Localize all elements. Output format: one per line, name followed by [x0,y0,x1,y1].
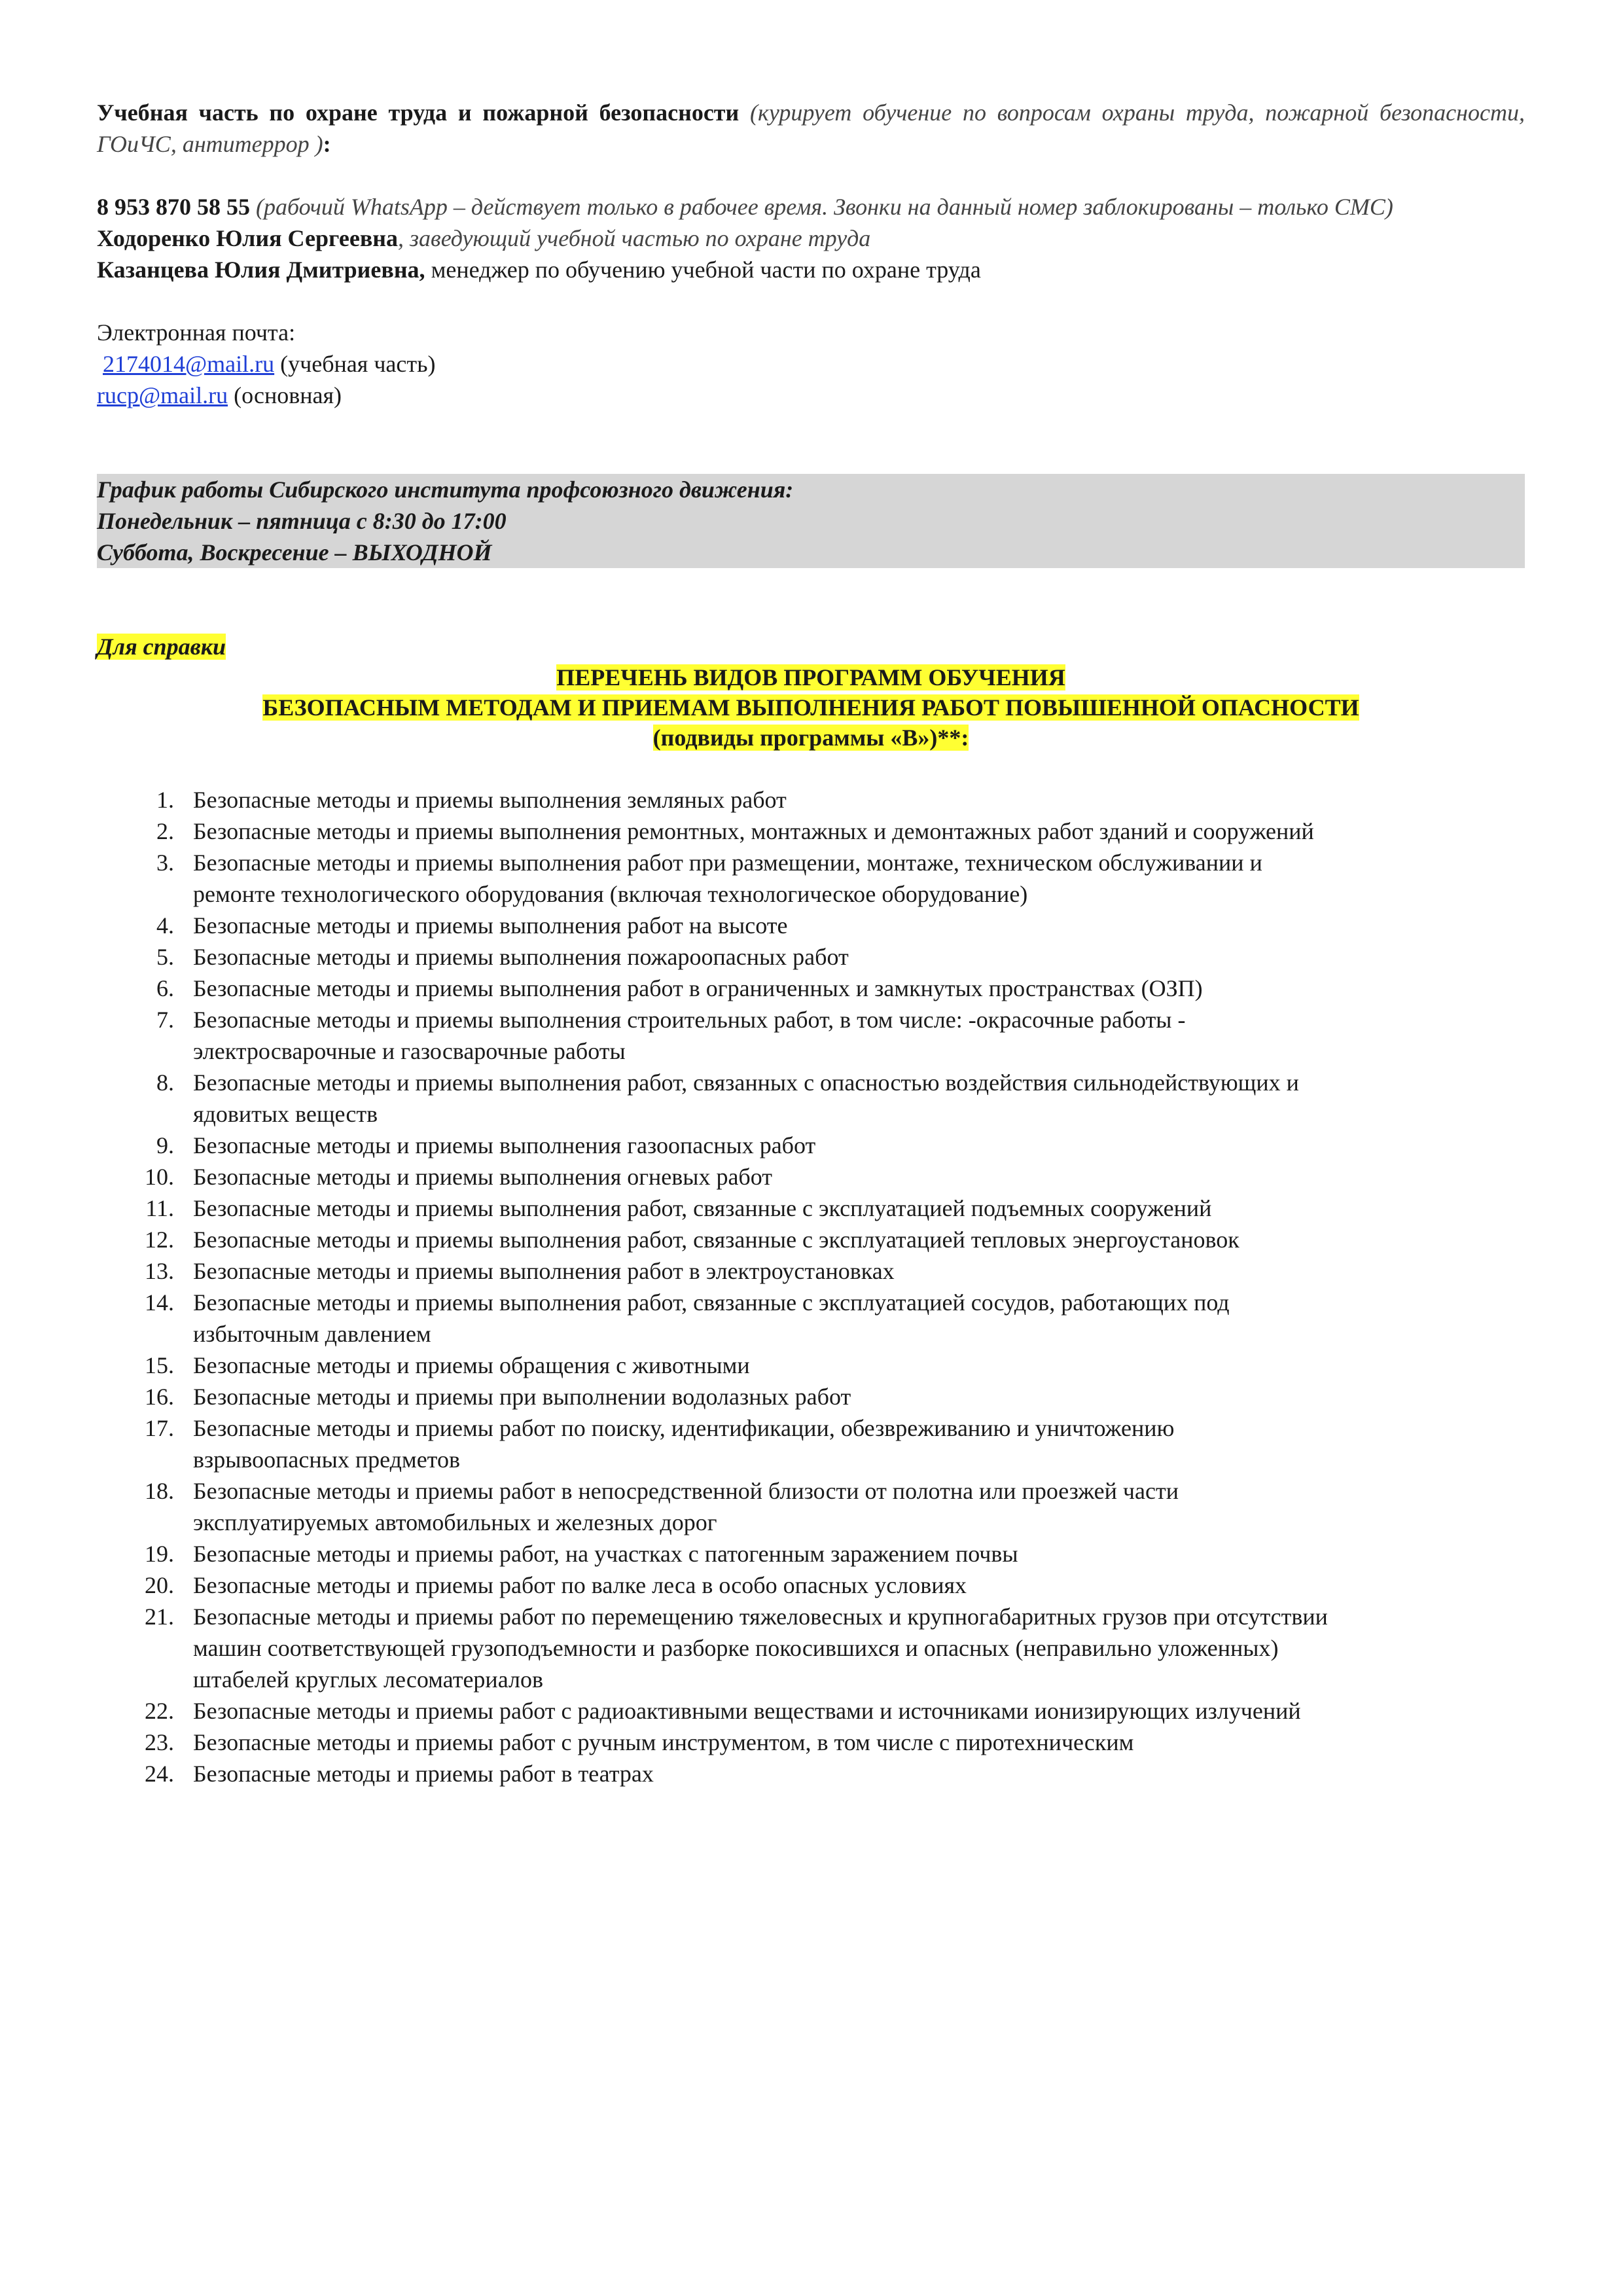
program-number: 13. [145,1258,174,1284]
program-number: 4. [156,912,174,939]
program-text-line: Безопасные методы и приемы выполнения ремонтных, монтажных и демонтажных работ зданий и сооружений [193,818,1314,844]
program-item [97,1350,1525,1381]
program-text-line: Безопасные методы и приемы выполнения строительных работ, в том числе: -окрасочные работы - [193,1007,1186,1033]
program-number: 11. [145,1195,174,1221]
program-item [97,1004,1525,1067]
work-schedule-box [97,474,1525,568]
document-page [97,97,1525,1789]
program-number: 15. [145,1352,174,1378]
program-number: 9. [156,1132,174,1158]
program-text-line: Безопасные методы и приемы работ по валке леса в особо опасных условиях [193,1572,967,1598]
program-text-line: Безопасные методы и приемы выполнения работ при размещении, монтаже, техническом обслуживании и [193,850,1262,876]
program-text-line: Безопасные методы и приемы работ в театрах [193,1761,654,1787]
email-note: (учебная часть) [274,351,436,377]
training-unit-note: (курирует обучение по вопросам охраны труда, пожарной безопасности, ГОиЧС, антитеррор ) [97,99,1525,157]
program-text-line: эксплуатируемых автомобильных и железных дорог [193,1509,717,1535]
program-number: 18. [145,1478,174,1504]
program-text-line: электросварочные и газосварочные работы [193,1038,626,1064]
program-item [97,847,1525,910]
program-item [97,1570,1525,1601]
training-unit-header [97,97,1525,160]
program-text-line: Безопасные методы и приемы выполнения земляных работ [193,787,787,813]
program-text-line: Безопасные методы и приемы работ, на участках с патогенным заражением почвы [193,1541,1018,1567]
phone-note: (рабочий WhatsApp – действует только в рабочее время. Звонки на данный номер заблокированы – только СМС) [256,194,1393,220]
email-note: (основная) [228,382,342,408]
program-text-line: штабелей круглых лесоматериалов [193,1666,543,1693]
program-text-line: Безопасные методы и приемы работ по перемещению тяжеловесных и крупногабаритных грузов при отсутствии [193,1604,1328,1630]
program-item [97,910,1525,941]
contact-name: Казанцева Юлия Дмитриевна, [97,257,425,283]
program-number: 5. [156,944,174,970]
schedule-weekend: Суббота, Воскресение – ВЫХОДНОЙ [97,539,492,565]
program-text-line: Безопасные методы и приемы выполнения работ, связанные с эксплуатацией тепловых энергоустановок [193,1227,1240,1253]
program-text-line: Безопасные методы и приемы выполнения газоопасных работ [193,1132,816,1158]
program-item [97,941,1525,973]
program-text-line: избыточным давлением [193,1321,431,1347]
program-text-line: Безопасные методы и приемы выполнения огневых работ [193,1164,773,1190]
program-text-line: взрывоопасных предметов [193,1446,460,1473]
program-item [97,1255,1525,1287]
program-item [97,1130,1525,1161]
reference-label: Для справки [97,634,226,660]
program-text-line: ядовитых веществ [193,1101,378,1127]
program-item [97,1727,1525,1758]
program-item [97,1193,1525,1224]
programs-title-line3: (подвиды программы «В»)**: [652,725,969,751]
program-number: 8. [156,1069,174,1096]
program-item [97,1758,1525,1789]
program-number: 22. [145,1698,174,1724]
program-number: 16. [145,1384,174,1410]
program-item [97,1601,1525,1695]
program-item [97,1475,1525,1538]
program-item [97,1287,1525,1350]
training-unit-title: Учебная часть по охране труда и пожарной безопасности [97,99,740,126]
program-text-line: машин соответствующей грузоподъемности и разборке покосившихся и опасных (неправильно уложенных) [193,1635,1279,1661]
program-text-line: Безопасные методы и приемы выполнения работ, связанных с опасностью воздействия сильнодействующих и [193,1069,1299,1096]
program-item [97,973,1525,1004]
program-item [97,1381,1525,1412]
email-link-main[interactable]: rucp@mail.ru [97,382,228,408]
program-text-line: Безопасные методы и приемы обращения с животными [193,1352,750,1378]
contact-person [97,223,1525,254]
program-item [97,1538,1525,1570]
email-label: Электронная почта: [97,319,296,346]
program-text-line: Безопасные методы и приемы выполнения работ в электроустановках [193,1258,895,1284]
program-text-line: Безопасные методы и приемы выполнения работ в ограниченных и замкнутых пространствах (ОЗП) [193,975,1203,1001]
spacer [97,160,1525,191]
email-row [97,348,1525,380]
program-number: 3. [156,850,174,876]
program-item [97,1412,1525,1475]
phone-block [97,191,1525,223]
program-text-line: Безопасные методы и приемы при выполнении водолазных работ [193,1384,851,1410]
email-row [97,380,1525,411]
programs-title [97,662,1525,753]
spacer [97,568,1525,631]
schedule-heading: График работы Сибирского института профсоюзного движения: [97,476,794,503]
program-number: 2. [156,818,174,844]
program-text-line: Безопасные методы и приемы выполнения работ, связанные с эксплуатацией подъемных сооружений [193,1195,1212,1221]
training-unit-colon: : [323,131,331,157]
program-text-line: Безопасные методы и приемы работ в непосредственной близости от полотна или проезжей части [193,1478,1179,1504]
email-link-training[interactable]: 2174014@mail.ru [103,351,275,377]
contact-person [97,254,1525,285]
program-number: 21. [145,1604,174,1630]
program-number: 14. [145,1289,174,1316]
program-text-line: Безопасные методы и приемы работ с радиоактивными веществами и источниками ионизирующих излучений [193,1698,1301,1724]
programs-list [97,784,1525,1789]
program-number: 20. [145,1572,174,1598]
reference-label-row [97,631,1525,662]
program-number: 12. [145,1227,174,1253]
program-item [97,816,1525,847]
program-item [97,1224,1525,1255]
program-number: 6. [156,975,174,1001]
program-number: 24. [145,1761,174,1787]
program-number: 19. [145,1541,174,1567]
contact-name: Ходоренко Юлия Сергеевна [97,225,399,251]
contacts [97,223,1525,285]
program-number: 1. [156,787,174,813]
program-text-line: Безопасные методы и приемы выполнения пожароопасных работ [193,944,849,970]
contact-role: менеджер по обучению учебной части по охране труда [425,257,981,283]
program-text-line: Безопасные методы и приемы выполнения работ на высоте [193,912,788,939]
spacer [97,285,1525,317]
program-number: 17. [145,1415,174,1441]
program-item [97,1067,1525,1130]
program-item [97,1695,1525,1727]
program-text-line: Безопасные методы и приемы работ с ручным инструментом, в том числе с пиротехническим [193,1729,1134,1755]
email-block [97,317,1525,411]
program-number: 23. [145,1729,174,1755]
programs-title-line1: ПЕРЕЧЕНЬ ВИДОВ ПРОГРАММ ОБУЧЕНИЯ [556,664,1065,691]
contact-role: , заведующий учебной частью по охране труда [398,225,871,251]
programs-title-line2: БЕЗОПАСНЫМ МЕТОДАМ И ПРИЕМАМ ВЫПОЛНЕНИЯ РАБОТ ПОВЫШЕННОЙ ОПАСНОСТИ [262,694,1359,721]
program-number: 7. [156,1007,174,1033]
program-item [97,1161,1525,1193]
program-text-line: Безопасные методы и приемы выполнения работ, связанные с эксплуатацией сосудов, работающих под [193,1289,1230,1316]
program-item [97,784,1525,816]
phone-number: 8 953 870 58 55 [97,194,250,220]
program-text-line: ремонте технологического оборудования (включая технологическое оборудование) [193,881,1028,907]
program-number: 10. [145,1164,174,1190]
spacer [97,411,1525,474]
program-text-line: Безопасные методы и приемы работ по поиску, идентификации, обезвреживанию и уничтожению [193,1415,1175,1441]
schedule-weekdays: Понедельник – пятница с 8:30 до 17:00 [97,508,507,534]
